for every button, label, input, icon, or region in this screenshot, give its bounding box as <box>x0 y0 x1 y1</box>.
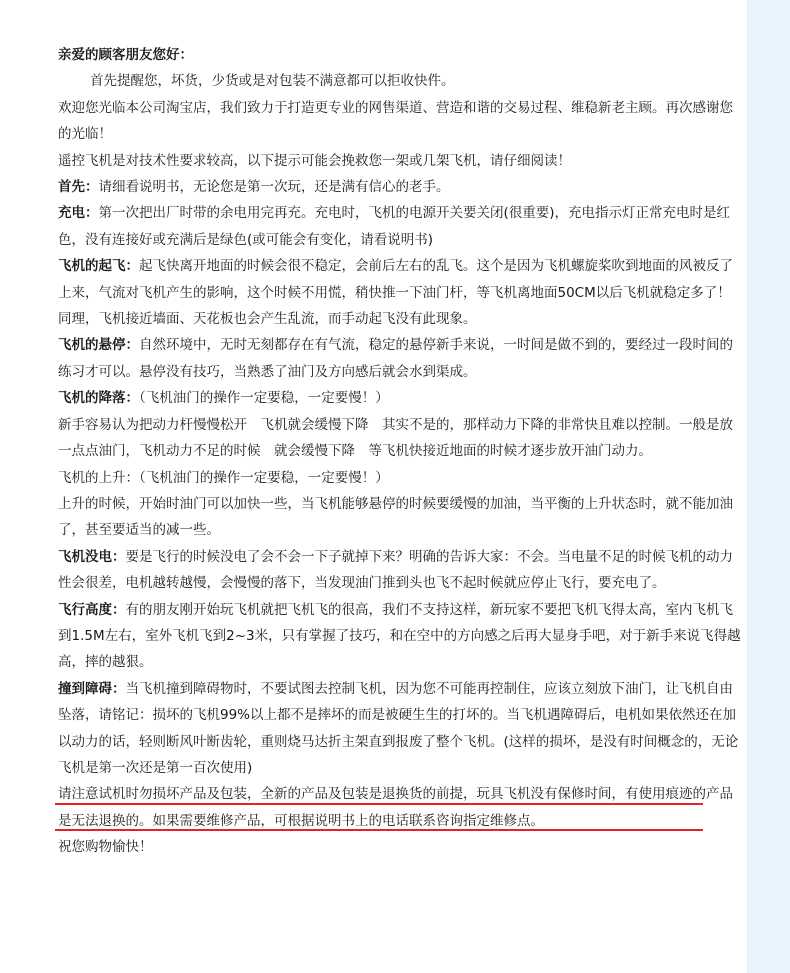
section-ascend-note: （飞机油门的操作一定要稳，一定要慢！） <box>139 469 389 486</box>
warning-underline-1 <box>55 803 703 805</box>
section-charge <box>58 200 742 253</box>
left-margin <box>0 0 41 973</box>
section-height-label: 飞行高度： <box>58 601 126 618</box>
section-descend-label: 飞机的降落： <box>58 390 139 407</box>
intro-read-carefully: 遥控飞机是对技术性要求较高，以下提示可能会挽救您一架或几架飞机，请仔细阅读！ <box>58 152 571 169</box>
section-charge-text: 第一次把出厂时带的余电用完再充。充电时，飞机的电源开关要关闭(很重要)，充电指示灯正常充电时是红色，没有连接好或充满后是绿色(或可能会有变化，请看说明书) <box>58 205 731 248</box>
section-takeoff-label: 飞机的起飞： <box>58 258 139 275</box>
section-first <box>58 174 742 200</box>
section-takeoff <box>58 253 742 332</box>
intro-welcome: 欢迎您光临本公司淘宝店，我们致力于打造更专业的网售渠道、营造和谐的交易过程、维稳新老主顾。再次感谢您的光临！ <box>58 99 733 143</box>
greeting: 亲爱的顾客朋友您好： <box>58 47 193 63</box>
section-ascend-label: 飞机的上升： <box>58 469 139 486</box>
section-hover-text: 自然环境中，无时无刻都存在有气流，稳定的悬停新手来说，一时间是做不到的，要经过一段时间的练习才可以。悬停没有技巧，当熟悉了油门及方向感后就会水到渠成。 <box>58 337 733 380</box>
warning-underline-2 <box>55 829 703 831</box>
section-ascend-text: 上升的时候，开始时油门可以加快一些，当飞机能够悬停的时候要缓慢的加油，当平衡的上升状态时，就不能加油了，甚至要适当的减一些。 <box>58 495 733 539</box>
section-ascend-heading <box>58 465 742 491</box>
section-hover <box>58 332 742 385</box>
section-crash-label: 撞到障碍： <box>58 680 126 697</box>
section-descend-text: 新手容易认为把动力杆慢慢松开 飞机就会缓慢下降 其实不是的，那样动力下降的非常快且难以控制。一般是放一点点油门，飞机动力不足的时候 就会缓慢下降 等飞机快接近地面的时候才逐步放开油门动力。 <box>58 416 733 460</box>
section-height-text: 有的朋友刚开始玩飞机就把飞机飞的很高，我们不支持这样，新玩家不要把飞机飞得太高，室内飞机飞到1.5M左右，室外飞机飞到2~3米，只有掌握了技巧，和在空中的方向感之后再大显身手吧，对于新手来说飞得越高，摔的越狠。 <box>58 601 741 671</box>
warning-notice <box>58 781 742 834</box>
section-takeoff-text: 起飞快离开地面的时候会很不稳定，会前后左右的乱飞。这个是因为飞机螺旋桨吹到地面的风被反了上来，气流对飞机产生的影响，这个时候不用慌，稍快推一下油门杆，等飞机离地面50CM以后飞机就稳定多了！同理，飞机接近墙面、天花板也会产生乱流，而手动起飞没有此现象。 <box>58 258 733 328</box>
section-power-label: 飞机没电： <box>58 548 126 565</box>
section-power-text: 要是飞行的时候没电了会不会一下子就掉下来？明确的告诉大家：不会。当电量不足的时候飞机的动力性会很差，电机越转越慢，会慢慢的落下，当发现油门推到头也飞不起时候就应停止飞行，要充电了。 <box>58 548 733 592</box>
notice-document <box>58 42 742 861</box>
section-crash-text: 当飞机撞到障碍物时，不要试图去控制飞机，因为您不可能再控制住，应该立刻放下油门，让飞机自由坠落，请铭记：损坏的飞机99%以上都不是摔坏的而是被硬生生的打坏的。当飞机遇障碍后，电机如果依然还在加以动力的话，轻则断风叶断齿轮，重则烧马达折主架直到报废了整个飞机。(这样的损坏，是没有时间概念的，无论飞机是第一次还是第一百次使用) <box>58 680 739 776</box>
section-descend-heading <box>58 385 742 411</box>
closing: 祝您购物愉快！ <box>58 839 153 856</box>
section-first-label: 首先： <box>58 179 99 196</box>
section-first-text: 请细看说明书，无论您是第一次玩，还是满有信心的老手。 <box>98 179 450 196</box>
section-height <box>58 597 742 676</box>
intro-reject-parcel: 首先提醒您，坏货，少货或是对包装不满意都可以拒收快件。 <box>90 73 455 90</box>
section-hover-label: 飞机的悬停： <box>58 337 139 354</box>
section-charge-label: 充电： <box>58 205 99 222</box>
section-power <box>58 544 742 597</box>
warning-text: 请注意试机时勿损坏产品及包装，全新的产品及包装是退换货的前提，玩具飞机没有保修时间，有使用痕迹的产品是无法退换的。如果需要维修产品，可根据说明书上的电话联系咨询指定维修点。 <box>58 786 733 829</box>
section-descend-note: （飞机油门的操作一定要稳，一定要慢！） <box>139 390 389 407</box>
right-sidebar <box>747 0 790 973</box>
section-crash <box>58 676 742 782</box>
